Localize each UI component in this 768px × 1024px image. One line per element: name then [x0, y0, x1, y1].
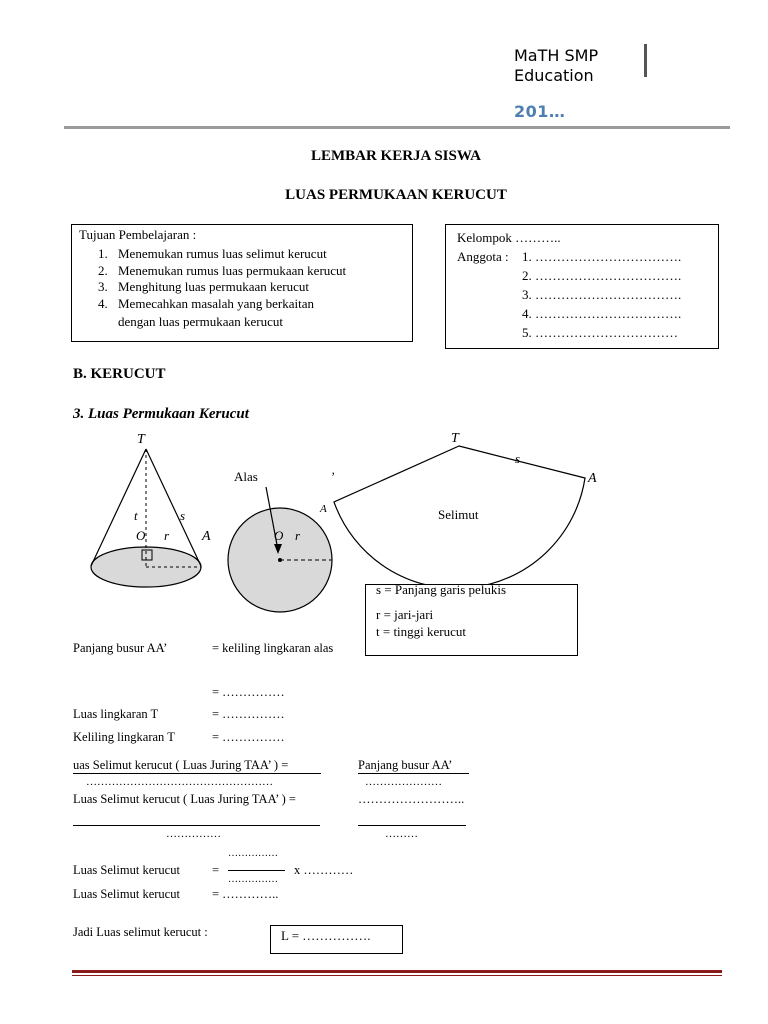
ratio2-left-rule — [73, 825, 320, 826]
footer-rule — [72, 970, 722, 973]
brand-line-2: Education — [514, 66, 594, 85]
cone-label-A: A — [202, 529, 211, 544]
group-member: 3. ……………………………. — [522, 287, 682, 302]
ratio2-right-dots: ……… — [385, 828, 418, 840]
selimut-result-answer: = ………….. — [212, 887, 279, 901]
selimut-formula-times: x ………… — [294, 863, 354, 877]
objective-item: 4. Memecahkan masalah yang berkaitan — [98, 295, 314, 311]
objective-item: dengan luas permukaan kerucut — [118, 314, 283, 329]
header-year: 201… — [514, 102, 566, 121]
ratio2-right: …………………….. — [358, 792, 465, 806]
group-member: 2. ……………………………. — [522, 268, 682, 283]
conclusion-answer: L = ……………. — [281, 928, 371, 943]
ratio-left-rule — [73, 773, 321, 774]
ratio-right-dots: ………………… — [365, 776, 442, 788]
ratio2-right-rule — [358, 825, 466, 826]
circumference-answer: = …………… — [212, 730, 285, 744]
circle-area-answer: = …………… — [212, 707, 285, 721]
cone-label-T: T — [137, 432, 145, 447]
cone-label-t: t — [134, 508, 138, 523]
objective-item: 3. Menghitung luas permukaan kerucut — [98, 279, 309, 294]
base-label-r: r — [295, 528, 301, 543]
ratio2-left-dots: …………… — [166, 828, 221, 840]
section-heading: B. KERUCUT — [73, 366, 166, 382]
circumference-label: Keliling lingkaran T — [73, 730, 175, 744]
objectives-heading: Tujuan Pembelajaran : — [79, 227, 197, 242]
circle-area-label: Luas lingkaran T — [73, 707, 159, 721]
legend-r: r = jari-jari — [376, 607, 434, 622]
legend-t: t = tinggi kerucut — [376, 624, 467, 639]
conclusion-label: Jadi Luas selimut kerucut : — [73, 925, 208, 939]
worksheet-title: LEMBAR KERJA SISWA — [310, 148, 482, 164]
fraction-rule — [228, 870, 285, 871]
legend-box — [365, 584, 578, 656]
arc-length-label: Panjang busur AA’ — [73, 641, 168, 655]
group-anggota-label: Anggota : — [457, 249, 509, 264]
group-member: 1. ……………………………. — [522, 249, 682, 264]
group-member: 5. …………………………… — [522, 325, 678, 340]
ratio2-left: Luas Selimut kerucut ( Luas Juring TAA’ ) = — [73, 792, 296, 806]
arc-length-answer: = …………… — [212, 685, 285, 699]
ratio-left: uas Selimut kerucut ( Luas Juring TAA’ ) = — [73, 758, 289, 772]
objective-item: 2. Menemukan rumus luas permukaan kerucut — [98, 262, 347, 278]
cone-label-O: O — [136, 528, 146, 543]
selimut-formula-eq: = — [212, 863, 220, 877]
cone-label-r: r — [164, 528, 170, 543]
base-label-alas: Alas — [234, 469, 258, 484]
conclusion-answer-box — [270, 925, 403, 954]
group-member: 4. ……………………………. — [522, 306, 682, 321]
sector-label-A-left: A — [320, 503, 327, 515]
sector-label-selimut: Selimut — [438, 507, 479, 522]
fraction-bottom: …………… — [228, 874, 278, 885]
ratio-right-rule — [358, 773, 469, 774]
objective-item: 1. Menemukan rumus luas selimut kerucut — [98, 246, 327, 261]
cone-label-s: s — [180, 508, 186, 523]
apostrophe-mark: ’ — [331, 469, 336, 484]
ratio-left-dots: …………………………………………… — [86, 776, 273, 788]
selimut-result-label: Luas Selimut kerucut — [73, 887, 180, 901]
sector-label-A-right: A — [588, 471, 597, 486]
legend-s: s = Panjang garis pelukis — [376, 582, 507, 597]
subsection-heading: 3. Luas Permukaan Kerucut — [73, 406, 249, 422]
ratio-right: Panjang busur AA’ — [358, 758, 453, 772]
group-kelompok: Kelompok ……….. — [457, 230, 561, 245]
selimut-formula-label: Luas Selimut kerucut — [73, 863, 180, 877]
sector-label-T: T — [451, 431, 459, 446]
footer-rule-thin — [72, 975, 722, 976]
worksheet-subtitle: LUAS PERMUKAAN KERUCUT — [285, 187, 507, 203]
arc-length-eq: = keliling lingkaran alas — [212, 641, 334, 655]
fraction-top: …………… — [228, 848, 278, 859]
brand-line-1: MaTH SMP — [514, 46, 599, 65]
sector-label-s: s — [515, 451, 521, 466]
base-label-O: O — [274, 528, 284, 543]
